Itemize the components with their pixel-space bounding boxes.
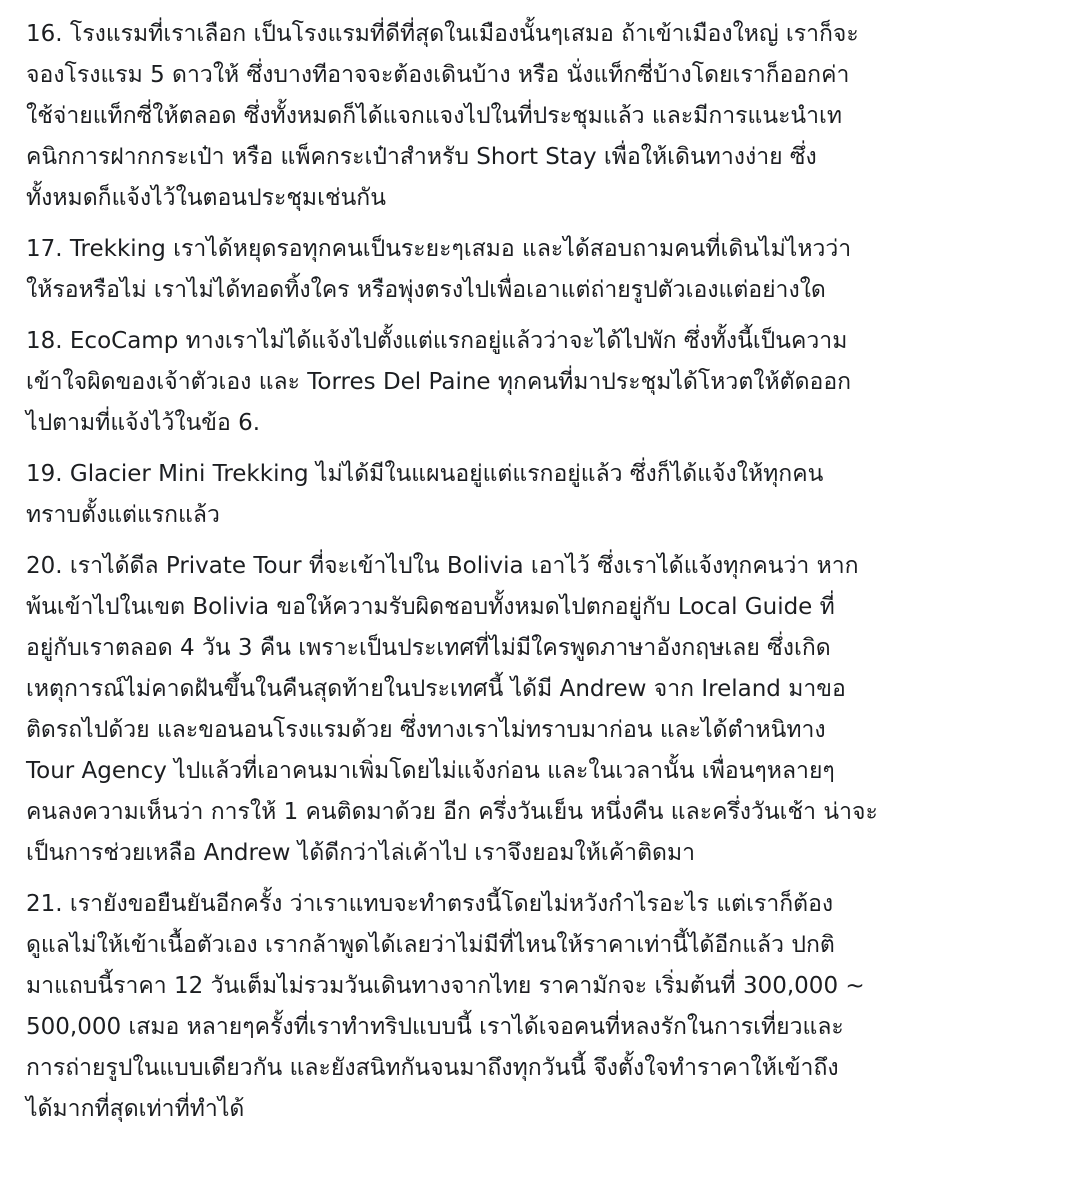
text-line: Tour Agency ไปแล้วที่เอาคนมาเพิ่มโดยไม่แจ้งก่อน และในเวลานั้น เพื่อนๆหลายๆ [26,758,835,784]
text-line: ติดรถไปด้วย และขอนอนโรงแรมด้วย ซึ่งทางเราไม่ทราบมาก่อน และได้ตำหนิทาง [26,717,826,743]
text-line: คนลงความเห็นว่า การให้ 1 คนติดมาด้วย อีก ครึ่งวันเย็น หนึ่งคืน และครึ่งวันเช้า น่าจะ [26,799,878,825]
paragraph-20 [26,546,1060,874]
paragraph-21 [26,884,1060,1130]
paragraph-16 [26,14,1060,219]
text-line: คนิกการฝากกระเป๋า หรือ แพ็คกระเป๋าสำหรับ Short Stay เพื่อให้เดินทางง่าย ซึ่ง [26,144,817,170]
text-line: 500,000 เสมอ หลายๆครั้งที่เราทำทริปแบบนี้ เราได้เจอคนที่หลงรักในการเที่ยวและ [26,1014,844,1040]
text-line: มาแถบนี้ราคา 12 วันเต็มไม่รวมวันเดินทางจากไทย ราคามักจะ เริ่มต้นที่ 300,000 ~ [26,973,865,999]
text-line: การถ่ายรูปในแบบเดียวกัน และยังสนิทกันจนมาถึงทุกวันนี้ จึงตั้งใจทำราคาให้เข้าถึง [26,1055,839,1081]
text-line: เหตุการณ์ไม่คาดฝันขึ้นในคืนสุดท้ายในประเทศนี้ ได้มี Andrew จาก Ireland มาขอ [26,676,846,702]
paragraph-18 [26,321,1060,444]
text-line: ได้มากที่สุดเท่าที่ทำได้ [26,1096,245,1122]
text-line: พ้นเข้าไปในเขต Bolivia ขอให้ความรับผิดชอบทั้งหมดไปตกอยู่กับ Local Guide ที่ [26,594,835,620]
text-line: 20. เราได้ดีล Private Tour ที่จะเข้าไปใน Bolivia เอาไว้ ซึ่งเราได้แจ้งทุกคนว่า หาก [26,553,859,579]
text-line: อยู่กับเราตลอด 4 วัน 3 คืน เพราะเป็นประเทศที่ไม่มีใครพูดภาษาอังกฤษเลย ซึ่งเกิด [26,635,831,661]
text-line: ทั้งหมดก็แจ้งไว้ในตอนประชุมเช่นกัน [26,185,386,211]
text-line: ไปตามที่แจ้งไว้ในข้อ 6. [26,410,261,436]
text-line: 18. EcoCamp ทางเราไม่ได้แจ้งไปตั้งแต่แรกอยู่แล้วว่าจะได้ไปพัก ซึ่งทั้งนี้เป็นความ [26,328,848,354]
text-line: 19. Glacier Mini Trekking ไม่ได้มีในแผนอยู่แต่แรกอยู่แล้ว ซึ่งก็ได้แจ้งให้ทุกคน [26,461,824,487]
text-line: เป็นการช่วยเหลือ Andrew ได้ดีกว่าไล่เค้าไป เราจึงยอมให้เค้าติดมา [26,840,696,866]
paragraph-19 [26,454,1060,536]
paragraph-17 [26,229,1060,311]
text-line: 16. โรงแรมที่เราเลือก เป็นโรงแรมที่ดีที่สุดในเมืองนั้นๆเสมอ ถ้าเข้าเมืองใหญ่ เราก็จะ [26,21,859,47]
text-line: 21. เรายังขอยืนยันอีกครั้ง ว่าเราแทบจะทำตรงนี้โดยไม่หวังกำไรอะไร แต่เราก็ต้อง [26,891,834,917]
text-line: ดูแลไม่ให้เข้าเนื้อตัวเอง เรากล้าพูดได้เลยว่าไม่มีที่ไหนให้ราคาเท่านี้ได้อีกแล้ว ปกติ [26,932,835,958]
text-line: ใช้จ่ายแท็กซี่ให้ตลอด ซึ่งทั้งหมดก็ได้แจกแจงไปในที่ประชุมแล้ว และมีการแนะนำเท [26,103,843,129]
text-line: ให้รอหรือไม่ เราไม่ได้ทอดทิ้งใคร หรือพุ่งตรงไปเพื่อเอาแต่ถ่ายรูปตัวเองแต่อย่างใด [26,277,826,303]
post-body [26,14,1060,1140]
text-line: ทราบตั้งแต่แรกแล้ว [26,502,220,528]
text-line: เข้าใจผิดของเจ้าตัวเอง และ Torres Del Paine ทุกคนที่มาประชุมได้โหวตให้ตัดออก [26,369,852,395]
text-line: 17. Trekking เราได้หยุดรอทุกคนเป็นระยะๆเสมอ และได้สอบถามคนที่เดินไม่ไหวว่า [26,236,852,262]
text-line: จองโรงแรม 5 ดาวให้ ซึ่งบางทีอาจจะต้องเดินบ้าง หรือ นั่งแท็กซี่บ้างโดยเราก็ออกค่า [26,62,850,88]
